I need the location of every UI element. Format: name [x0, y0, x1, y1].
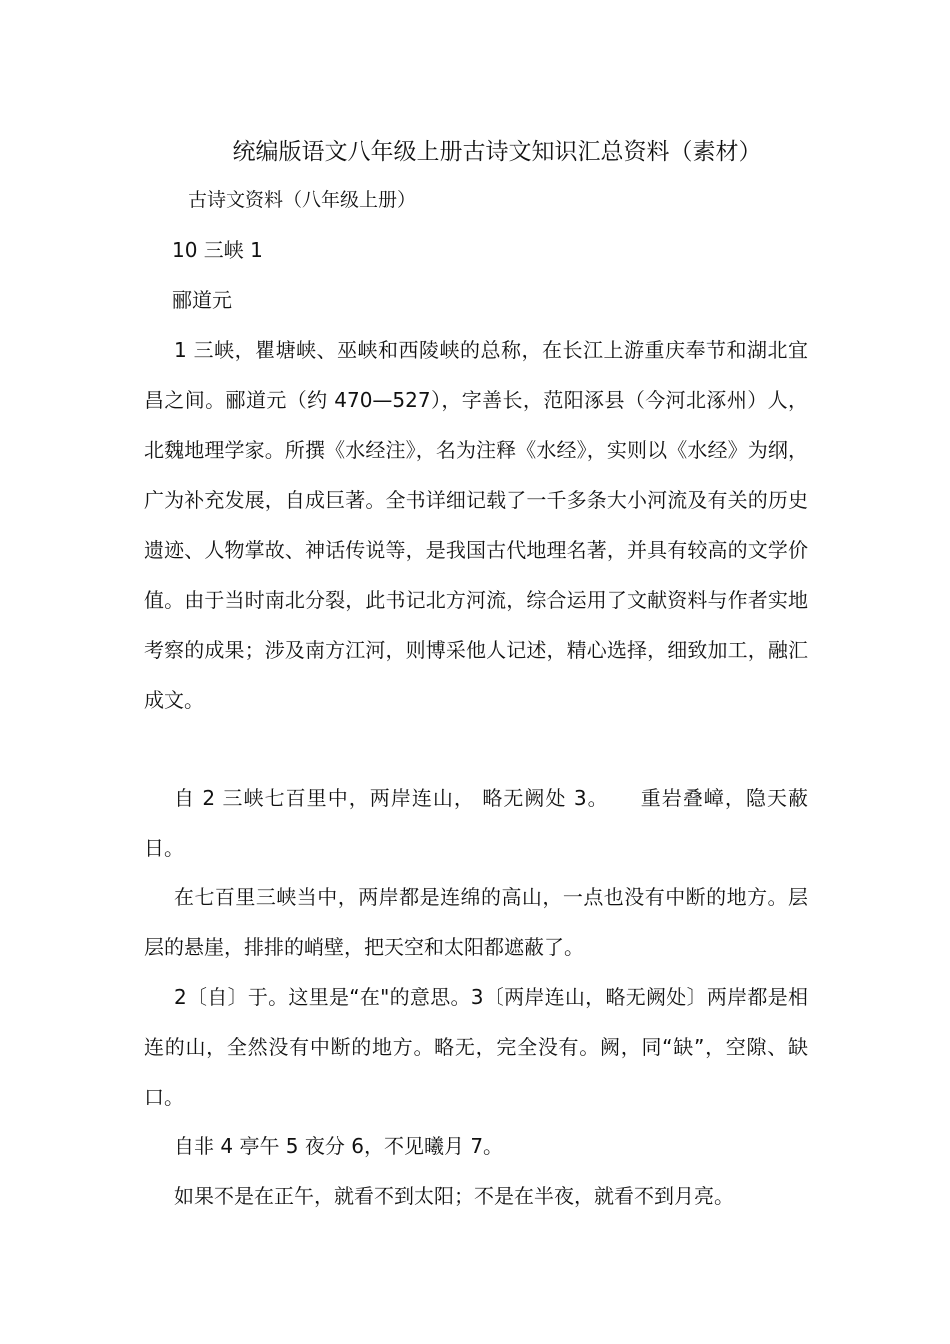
paragraph-intro: 1 三峡，瞿塘峡、巫峡和西陵峡的总称，在长江上游重庆奉节和湖北宜昌之间。郦道元（约 470—527），字善长，范阳涿县（今河北涿州）人，北魏地理学家。所撰《水经注》，名为注释《水经》，实则以《水经》为纲，广为补充发展，自成巨著。全书详细记载了一千多条大小河流及有关的历史遗迹、人物掌故、神话传说等，是我国古代地理名著，并具有较高的文学价值。由于当时南北分裂，此书记北方河流，综合运用了文献资料与作者实地考察的成果；涉及南方江河，则博采他人记述，精心选择，细致加工，融汇成文。 [144, 338, 808, 712]
paragraph-translation-2: 如果不是在正午，就看不到太阳；不是在半夜，就看不到月亮。 [174, 1184, 734, 1208]
paragraph-notes-1: 2〔自〕于。这里是“在"的意思。3〔两岸连山，略无阙处〕两岸都是相连的山，全然没有中断的地方。略无，完全没有。阙，同“缺”，空隙、缺口。 [144, 985, 808, 1109]
document-title: 统编版语文八年级上册古诗文知识汇总资料（素材） [232, 139, 762, 165]
paragraph-translation-1: 在七百里三峡当中，两岸都是连绵的高山，一点也没有中断的地方。层层的悬崖，排排的峭壁，把天空和太阳都遮蔽了。 [144, 885, 808, 959]
lesson-heading: 10 三峡 1 [172, 238, 263, 262]
paragraph-original-2: 自非 4 亭午 5 夜分 6，不见曦月 7。 [174, 1134, 504, 1158]
document-subtitle: 古诗文资料（八年级上册） [188, 189, 417, 211]
author-name: 郦道元 [172, 288, 232, 312]
paragraph-original-1: 自 2 三峡七百里中，两岸连山， 略无阙处 3。 重岩叠嶂，隐天蔽日。 [144, 786, 808, 860]
